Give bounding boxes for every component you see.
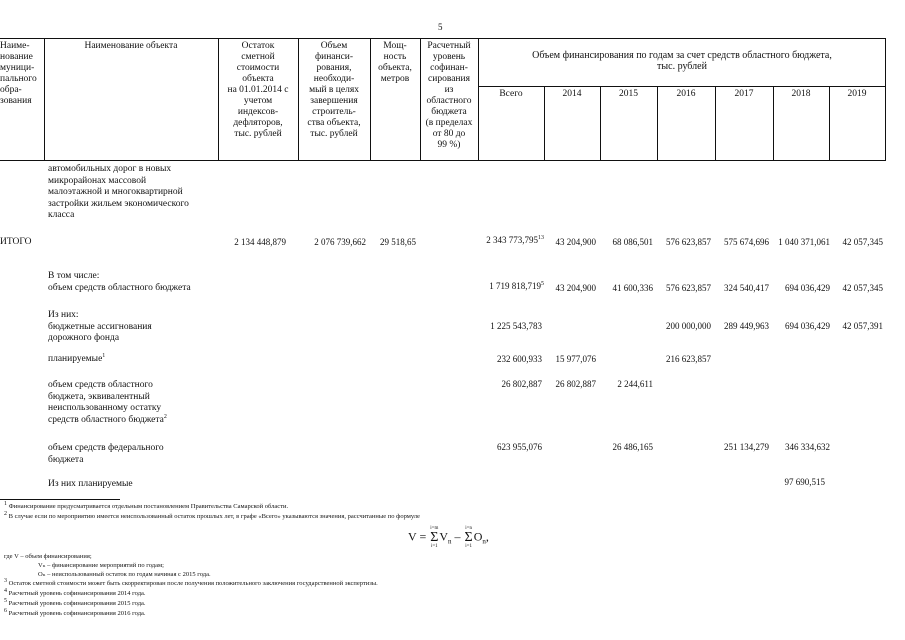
col-2017-header: 2017: [734, 89, 754, 99]
total-2014: 43 204,900: [555, 237, 596, 247]
col-2015-header: 2015: [619, 89, 638, 99]
col-2019-header: 2019: [847, 89, 867, 99]
row-2018: 97 690,515: [784, 477, 825, 487]
col-funding-needed-header: Объем финанси- рования, необходи- мый в целях завершения строитель- ства объекта, тыс. рублей: [307, 41, 361, 139]
page-number: 5: [438, 22, 443, 32]
footnote-divider: [0, 499, 120, 500]
footnote-4: $^4$ Расчетный уровень софинансирования 2014 года.: [4, 587, 146, 597]
col-2018-header: 2018: [791, 89, 811, 99]
footnote-6: $^6$ Расчетный уровень софинансирования 2016 года.: [4, 607, 146, 617]
footnote-where: где V – объем финансирования;: [4, 553, 92, 560]
row-label: Из них планируемые: [48, 479, 133, 489]
col-total-header: Всего: [499, 89, 523, 99]
footnote-2: $^2$ В случае если по мероприятию имеется неиспользованный остаток прошлых лет, в графе «Всего» указываются значения, рассчитанные по формуле: [4, 510, 420, 520]
row-label: В том числе: объем средств областного бюджета: [48, 271, 191, 293]
col-years-group-header: Объем финансирования по годам за счет средств областного бюджета, тыс. рублей: [532, 50, 832, 72]
total-capacity: 29 518,65: [380, 237, 416, 247]
col-object-header: Наименование объекта: [84, 41, 178, 51]
total-all-years: 2 343 773,795$^{13}$: [486, 235, 544, 245]
row-2017: 251 134,279: [724, 442, 769, 452]
row-2018: 694 036,429: [785, 321, 830, 331]
row-label: Из них: бюджетные ассигнования дорожного фонда: [48, 310, 152, 343]
row-2015: 2 244,611: [617, 379, 653, 389]
row-label: планируемые$^1$: [48, 352, 106, 364]
col-capacity-header: Мощ- ность объекта, метров: [378, 41, 412, 84]
col-remaining-cost-header: Остаток сметной стоимости объекта на 01.01.2014 с учетом индексов- дефляторов, тыс. рублей: [227, 41, 289, 139]
col-cofinancing-header: Расчетный уровень софинан- сирования из областного бюджета (в пределах от 80 до 99 %): [425, 41, 473, 150]
object-name-continuation: автомобильных дорог в новых микрорайонах массовой малоэтажной и многоквартирной застройки жильем экономического класса: [48, 164, 189, 220]
row-2017: 324 540,417: [724, 283, 769, 293]
row-label: объем средств федерального бюджета: [48, 443, 164, 465]
col-municipality-header: Наиме- нование муници- пального обра- зования: [0, 41, 37, 106]
row-2017: 289 449,963: [724, 321, 769, 331]
col-2016-header: 2016: [676, 89, 696, 99]
row-total: 1 225 543,783: [490, 321, 542, 331]
row-2016: 216 623,857: [666, 354, 711, 364]
col-2014-header: 2014: [562, 89, 582, 99]
row-2015: 26 486,165: [612, 442, 653, 452]
row-2019: 42 057,391: [842, 321, 883, 331]
row-total: 26 802,887: [501, 379, 542, 389]
footnote-3: $^3$ Остаток сметной стоимости может быть скорректирован после получения положительного заключения государственной экспертизы.: [4, 577, 378, 587]
row-total: 232 600,933: [497, 354, 542, 364]
row-2014: 26 802,887: [555, 379, 596, 389]
row-label: объем средств областного бюджета, эквивалентный неиспользованному остатку средств областного бюджета$^2$: [48, 380, 167, 425]
formula: V = i=m Σ i=1 $V_n$ – i=n Σ i=1 $O_n$,: [408, 526, 489, 549]
row-2014: 15 977,076: [555, 354, 596, 364]
total-remaining-cost: 2 134 448,879: [234, 237, 286, 247]
row-2019: 42 057,345: [842, 283, 883, 293]
total-label: ИТОГО: [0, 237, 32, 247]
footnote-1: $^1$ Финансирование предусматривается отдельным постановлением Правительства Самарской области.: [4, 500, 289, 510]
row-2014: 43 204,900: [555, 283, 596, 293]
total-2019: 42 057,345: [842, 237, 883, 247]
total-2017: 575 674,696: [724, 237, 769, 247]
total-funding-needed: 2 076 739,662: [314, 237, 366, 247]
footnote-5: $^5$ Расчетный уровень софинансирования 2015 года.: [4, 597, 146, 607]
footnote-where-on: Oₙ – неиспользованный остаток по годам начиная с 2015 года.: [38, 571, 211, 578]
row-total: 623 955,076: [497, 442, 542, 452]
row-total: 1 719 818,719$^5$: [489, 281, 544, 291]
row-2015: 41 600,336: [612, 283, 653, 293]
row-2018: 346 334,632: [785, 442, 830, 452]
footnote-where-vn: Vₙ – финансирование мероприятий по годам;: [38, 562, 164, 569]
row-2016: 576 623,857: [666, 283, 711, 293]
total-2018: 1 040 371,061: [778, 237, 830, 247]
total-2015: 68 086,501: [612, 237, 653, 247]
row-2018: 694 036,429: [785, 283, 830, 293]
total-2016: 576 623,857: [666, 237, 711, 247]
row-2016: 200 000,000: [666, 321, 711, 331]
